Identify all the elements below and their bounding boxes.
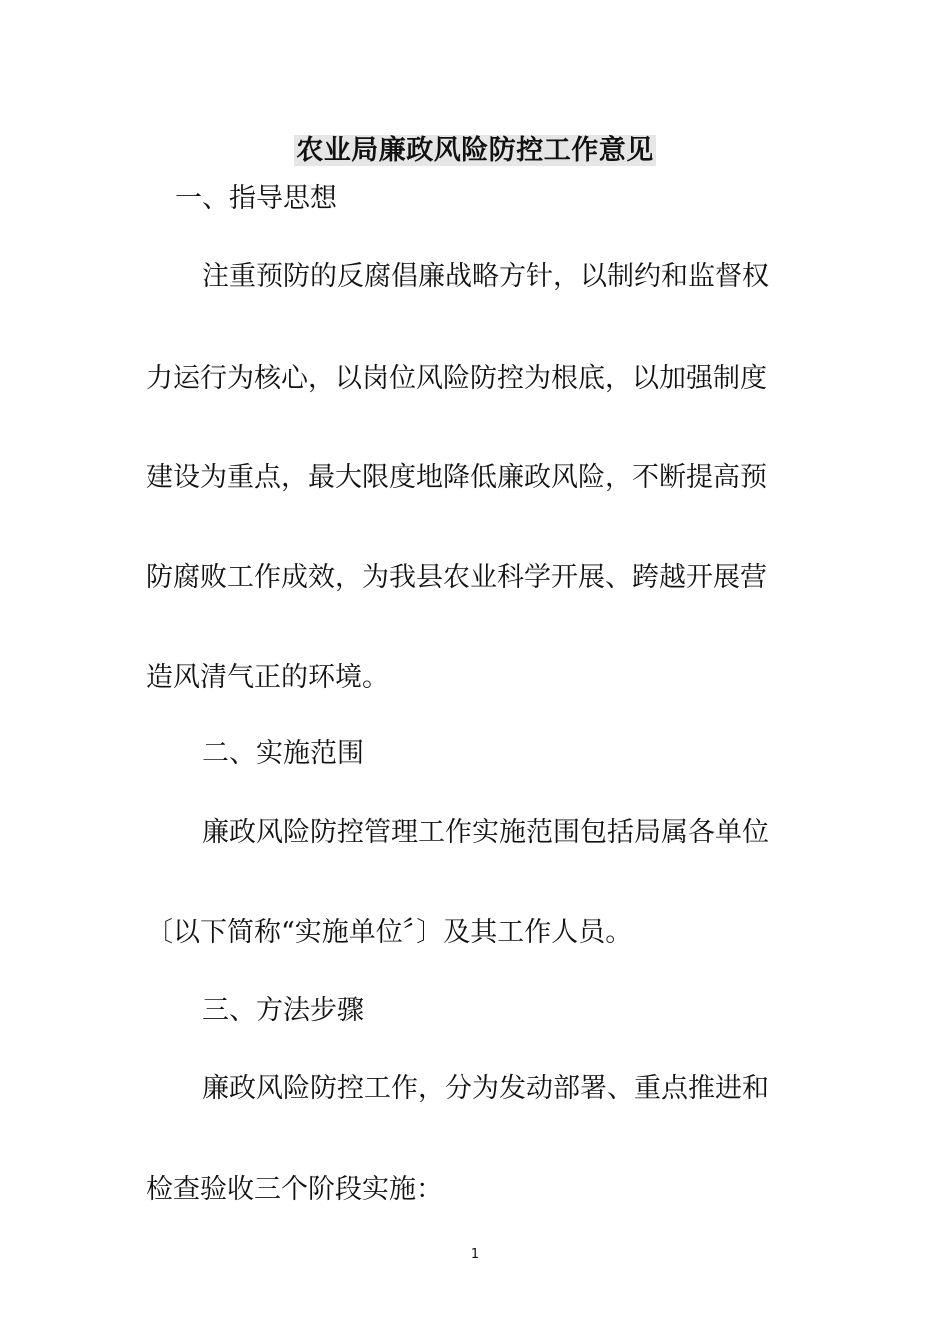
section-heading-scope: 二、实施范围 xyxy=(202,738,364,769)
document-title xyxy=(0,133,950,169)
paragraph-line: 防腐败工作成效，为我县农业科学开展、跨越开展营 xyxy=(146,562,767,593)
paragraph-line: 廉政风险防控工作，分为发动部署、重点推进和 xyxy=(202,1073,769,1104)
section-heading-methods: 三、方法步骤 xyxy=(202,995,364,1026)
paragraph-line: 廉政风险防控管理工作实施范围包括局属各单位 xyxy=(202,817,769,848)
document-title-text: 农业局廉政风险防控工作意见 xyxy=(296,135,654,166)
section-heading-guiding-ideology: 一、指导思想 xyxy=(175,183,337,214)
paragraph-line: 注重预防的反腐倡廉战略方针，以制约和监督权 xyxy=(202,261,769,292)
paragraph-line: 造风清气正的环境。 xyxy=(146,662,389,693)
paragraph-line: 建设为重点，最大限度地降低廉政风险，不断提高预 xyxy=(146,462,767,493)
paragraph-line: 〔以下简称“实施单位〞〕及其工作人员。 xyxy=(146,917,633,948)
paragraph-line: 力运行为核心，以岗位风险防控为根底，以加强制度 xyxy=(146,363,767,394)
page-number: 1 xyxy=(470,1247,480,1262)
paragraph-line: 检查验收三个阶段实施： xyxy=(146,1174,443,1205)
